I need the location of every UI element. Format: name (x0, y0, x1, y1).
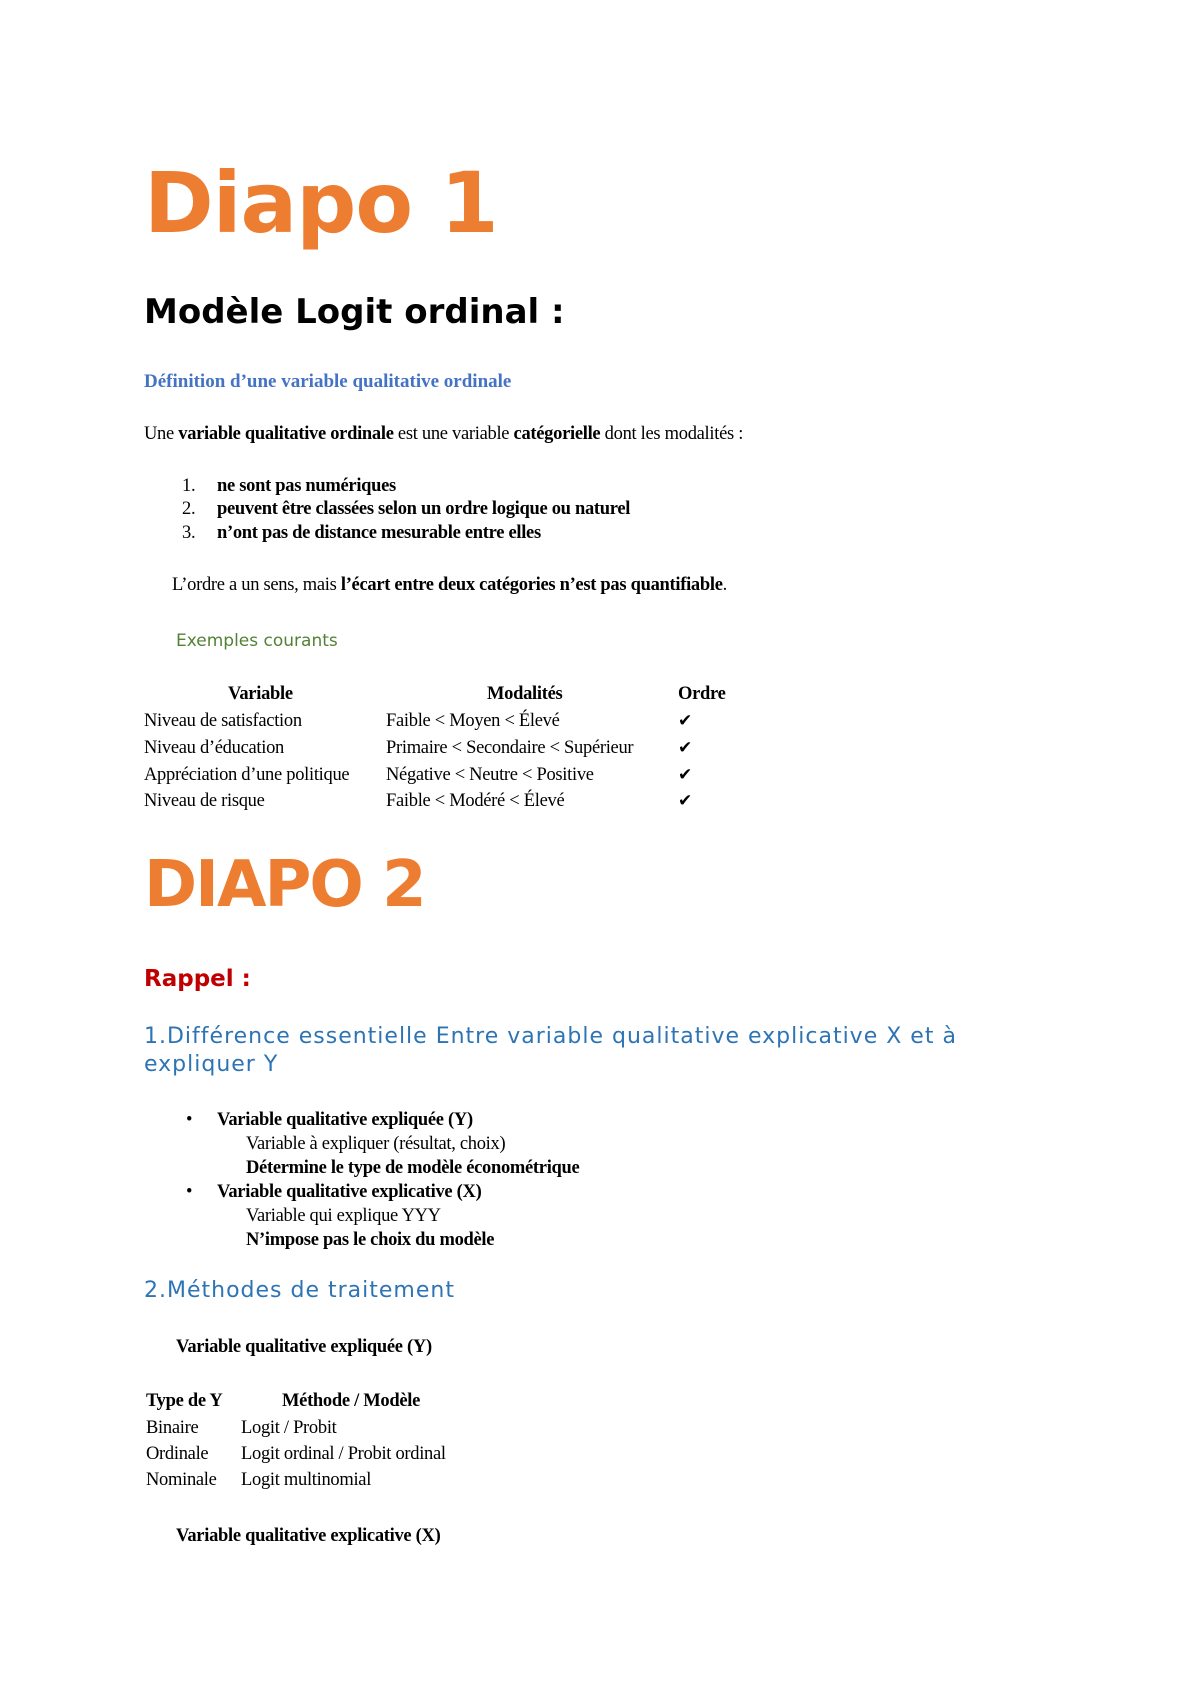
list-item-number: 3. (182, 523, 196, 543)
list-item: n’ont pas de distance mesurable entre elles (217, 523, 541, 543)
bullet-sub-bold: N’impose pas le choix du modèle (246, 1230, 495, 1250)
table-cell: Binaire (146, 1418, 199, 1438)
list-item-number: 1. (182, 476, 196, 496)
table-header: Méthode / Modèle (282, 1391, 421, 1411)
subheading-y: Variable qualitative expliquée (Y) (176, 1337, 432, 1357)
subheading-x: Variable qualitative explicative (X) (176, 1526, 441, 1546)
bullet-title: Variable qualitative explicative (X) (217, 1182, 482, 1202)
table-cell: Logit / Probit (241, 1418, 337, 1438)
slide2-title: DIAPO 2 (144, 848, 425, 922)
rappel-heading: Rappel : (144, 966, 251, 992)
table-cell: Négative < Neutre < Positive (386, 765, 594, 785)
bullet-title: Variable qualitative expliquée (Y) (217, 1110, 473, 1130)
table-cell: Logit ordinal / Probit ordinal (241, 1444, 446, 1464)
table-cell: Niveau de risque (144, 791, 265, 811)
check-icon: ✔ (678, 711, 693, 731)
table-header: Variable (228, 684, 293, 704)
list-item: peuvent être classées selon un ordre logique ou naturel (217, 499, 631, 519)
table-cell: Ordinale (146, 1444, 209, 1464)
section1-heading-line1: 1.Différence essentielle Entre variable qualitative explicative X et à (144, 1024, 957, 1049)
section2-heading: 2.Méthodes de traitement (144, 1278, 455, 1303)
table-header: Type de Y (146, 1391, 223, 1411)
bullet-icon: • (186, 1182, 193, 1202)
check-icon: ✔ (678, 791, 693, 811)
table-cell: Logit multinomial (241, 1470, 372, 1490)
list-item: ne sont pas numériques (217, 476, 396, 496)
definition-paragraph: Une variable qualitative ordinale est une variable catégorielle dont les modalités : (144, 424, 744, 444)
table-cell: Niveau de satisfaction (144, 711, 302, 731)
section1-heading-line2: expliquer Y (144, 1052, 279, 1077)
table-cell: Faible < Modéré < Élevé (386, 791, 565, 811)
definition-heading: Définition d’une variable qualitative ordinale (144, 371, 512, 392)
check-icon: ✔ (678, 738, 693, 758)
check-icon: ✔ (678, 765, 693, 785)
bullet-sub: Variable qui explique YYY (246, 1206, 441, 1226)
table-cell: Faible < Moyen < Élevé (386, 711, 560, 731)
bullet-icon: • (186, 1110, 193, 1130)
table-cell: Primaire < Secondaire < Supérieur (386, 738, 634, 758)
table-header: Modalités (487, 684, 563, 704)
table-header: Ordre (678, 684, 726, 704)
model-heading: Modèle Logit ordinal : (144, 292, 565, 332)
table-cell: Appréciation d’une politique (144, 765, 350, 785)
bullet-sub: Variable à expliquer (résultat, choix) (246, 1134, 506, 1154)
examples-heading: Exemples courants (176, 631, 338, 651)
slide1-title: Diapo 1 (144, 154, 498, 252)
bullet-sub-bold: Détermine le type de modèle économétrique (246, 1158, 580, 1178)
list-item-number: 2. (182, 499, 196, 519)
table-cell: Nominale (146, 1470, 217, 1490)
order-sentence: L’ordre a un sens, mais l’écart entre deux catégories n’est pas quantifiable. (172, 575, 727, 595)
table-cell: Niveau d’éducation (144, 738, 284, 758)
